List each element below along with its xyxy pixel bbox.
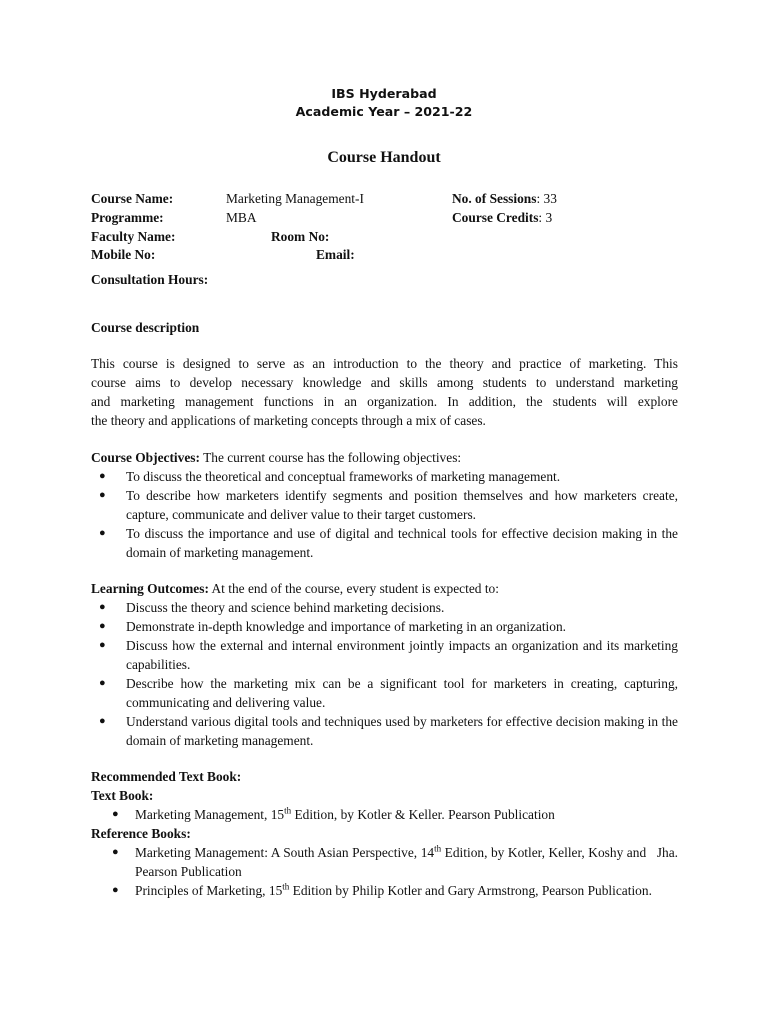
reference-details: Edition by Philip Kotler and Gary Armstrong, Pearson Publication. [289,883,652,898]
books-section [91,767,678,900]
credits-label: Course Credits [452,210,539,225]
outcomes-intro: At the end of the course, every student is expected to: [208,581,499,596]
sessions-value: : 33 [536,191,557,206]
description-line: course aims to develop necessary knowledge and skills among students to understand marketing [91,375,678,390]
text-book-item [91,805,678,824]
course-name-value: Marketing Management-I [226,191,364,206]
info-row-consultation [91,270,678,289]
institution-name: IBS Hyderabad [331,86,437,101]
edition-suffix: th [282,881,290,892]
email-label: Email: [316,247,355,262]
objective-item: ● To discuss the importance and use of digital and technical tools for effective decision making in the domain of marketing management. [91,524,678,562]
objectives-label: Course Objectives: [91,450,200,465]
programme-value: MBA [226,210,257,225]
consultation-label: Consultation Hours: [91,272,209,287]
page-title: Course Handout [327,149,441,166]
objectives-section [91,448,678,562]
reference-title: Marketing Management: A South Asian Perspective, 14 [135,845,435,860]
objective-item: ● To describe how marketers identify segments and position themselves and how marketers create, capture, communicate and deliver value to their target customers. [91,486,678,524]
reference-list [91,843,678,900]
reference-item [91,881,678,900]
outcome-item: ● Understand various digital tools and techniques used by marketers for effective decision making in the domain of marketing management. [91,712,678,750]
text-book-title: Marketing Management, 15 [135,807,285,822]
sessions-label: No. of Sessions [452,191,537,206]
objectives-intro: The current course has the following objectives: [199,450,462,465]
edition-suffix: th [284,805,292,816]
edition-suffix: th [434,843,442,854]
objectives-intro-line [91,448,678,467]
info-row-programme [91,208,678,227]
text-book-details: Edition, by Kotler & Keller. Pearson Publication [291,807,555,822]
outcome-item: ● Discuss how the external and internal environment jointly impacts an organization and its marketing capabilities. [91,636,678,674]
programme-label: Programme: [91,210,164,225]
outcome-item: ● Describe how the marketing mix can be a significant tool for marketers in creating, capturing, communicating and delivering value. [91,674,678,712]
outcomes-intro-line [91,579,678,598]
info-row-course [91,189,678,208]
info-row-mobile [91,245,678,264]
text-book-heading: Text Book: [91,788,154,803]
reference-details: Edition, by Kotler, Keller, Koshy and Jha. Pearson Publication [135,845,678,879]
reference-title: Principles of Marketing, 15 [135,883,283,898]
text-book-list [91,805,678,824]
info-row-faculty [91,227,678,246]
description-line: This course is designed to serve as an introduction to the theory and practice of marketing. This [91,356,678,371]
faculty-label: Faculty Name: [91,229,176,244]
outcome-item: ● Demonstrate in-depth knowledge and importance of marketing in an organization. [91,617,678,636]
objectives-list [91,467,678,562]
academic-year: Academic Year – 2021-22 [295,104,473,119]
objective-item: ● To discuss the theoretical and conceptual frameworks of marketing management. [91,467,678,486]
description-paragraph [91,354,678,430]
mobile-label: Mobile No: [91,247,156,262]
credits-value: : 3 [538,210,553,225]
description-line: the theory and applications of marketing concepts through a mix of cases. [91,413,486,428]
outcomes-list [91,598,678,750]
room-label: Room No: [271,229,330,244]
description-heading: Course description [91,320,200,335]
outcome-item: ● Discuss the theory and science behind marketing decisions. [91,598,678,617]
recommended-heading: Recommended Text Book: [91,769,242,784]
outcomes-label: Learning Outcomes: [91,581,209,596]
course-name-label: Course Name: [91,191,174,206]
credits-field [452,208,552,227]
reference-item [91,843,678,881]
description-line: and marketing management functions in an organization. In addition, the students will explore [91,394,678,409]
reference-heading: Reference Books: [91,826,191,841]
outcomes-section [91,579,678,750]
sessions-field [452,189,557,208]
